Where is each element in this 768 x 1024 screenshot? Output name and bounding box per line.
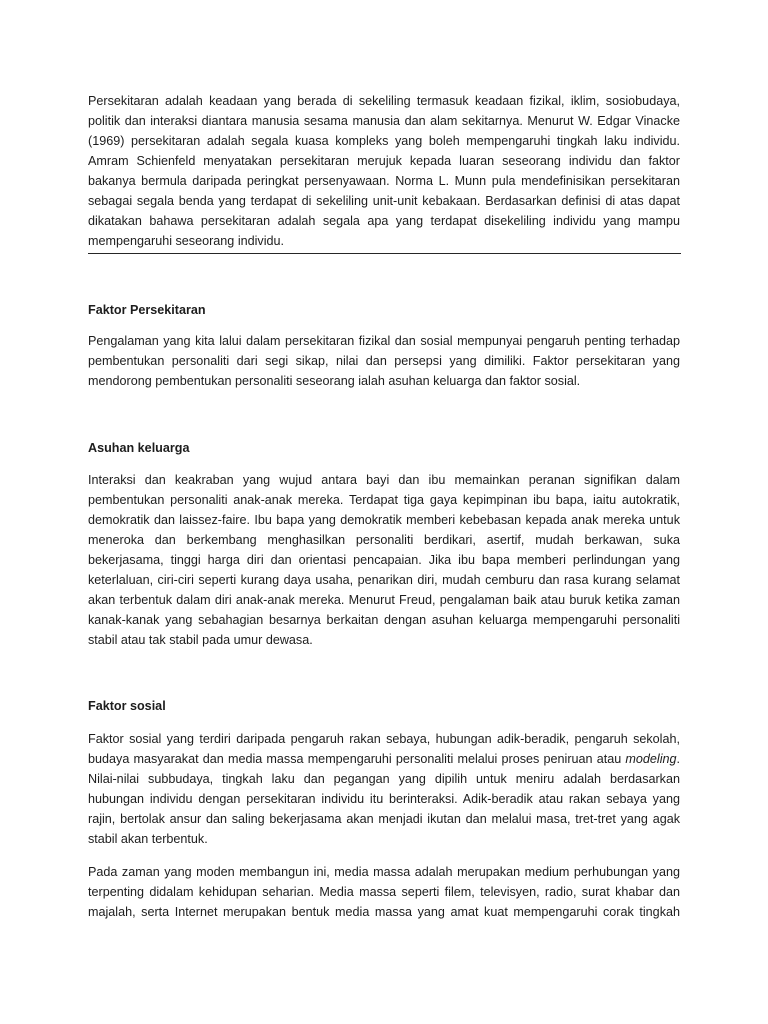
- italic-term: modeling: [625, 752, 677, 766]
- intro-paragraph: [88, 91, 680, 251]
- paragraph-line: Interaksi dan keakraban yang wujud antara bayi dan ibu memainkan peranan signifikan dalam: [88, 473, 680, 487]
- paragraph-line: majalah, serta Internet merupakan bentuk media massa yang amat kuat mempengaruhi corak tingkah: [88, 905, 680, 919]
- paragraph-line: bekerjasama, tinggi harga diri dan orientasi pencapaian. Jika ibu bapa memberi perlindungan yang: [88, 553, 680, 567]
- paragraph-line: meneroka dan berkembang menghasilkan personaliti berdikari, asertif, mudah berkawan, suka: [88, 533, 680, 547]
- paragraph-line: rajin, bertolak ansur dan saling bekerjasama akan menjadi ikutan dan melalui masa, tret-tret yang agak: [88, 812, 680, 826]
- paragraph-line: terpenting didalam kehidupan seharian. Media massa seperti filem, televisyen, radio, surat khabar dan: [88, 885, 680, 899]
- line-punctuation: .: [676, 752, 681, 766]
- paragraph-line: (1969) persekitaran adalah segala kuasa kompleks yang boleh mempengaruhi tingkah laku individu.: [88, 134, 680, 148]
- paragraph-line: dikatakan bahawa persekitaran adalah segala apa yang terdapat disekeliling individu yang mampu: [88, 214, 680, 228]
- paragraph-line: [88, 749, 680, 769]
- paragraph-line: bakanya bermula daripada peringkat persenyawaan. Norma L. Munn pula mendefinisikan persekitaran: [88, 174, 680, 188]
- paragraph-line: hubungan individu dengan persekitaran individu itu berinteraksi. Adik-beradik atau rakan sebaya yang: [88, 792, 680, 806]
- paragraph-line: Persekitaran adalah keadaan yang berada di sekeliling termasuk keadaan fizikal, iklim, sosiobudaya,: [88, 94, 680, 108]
- line-text: budaya masyarakat dan media massa mempengaruhi personaliti melalui proses peniruan atau: [88, 752, 622, 766]
- section-heading-faktor-sosial: Faktor sosial: [88, 699, 166, 713]
- paragraph-line: kanak-kanak yang sebahagian besarnya berkaitan dengan asuhan keluarga mempengaruhi personaliti: [88, 613, 680, 627]
- paragraph-line: pembentukan personaliti dari segi sikap, nilai dan persepsi yang dimiliki. Faktor persekitaran yang: [88, 354, 680, 368]
- faktor-persekitaran-paragraph: [88, 331, 680, 391]
- paragraph-line: politik dan interaksi diantara manusia sesama manusia dan alam sekitarnya. Menurut W. Edgar Vinacke: [88, 114, 680, 128]
- section-heading-asuhan-keluarga: Asuhan keluarga: [88, 441, 190, 455]
- paragraph-line: mempengaruhi seseorang individu.: [88, 234, 285, 248]
- paragraph-line: Faktor sosial yang terdiri daripada pengaruh rakan sebaya, hubungan adik-beradik, pengaruh sekolah,: [88, 732, 680, 746]
- paragraph-line: keterlaluan, ciri-ciri seperti kurang daya usaha, penarikan diri, mudah cemburu dan rasa kurang selamat: [88, 573, 680, 587]
- paragraph-line: Pengalaman yang kita lalui dalam persekitaran fizikal dan sosial mempunyai pengaruh penting terhadap: [88, 334, 680, 348]
- paragraph-line: demokratik dan laissez-faire. Ibu bapa yang demokratik memberi kebebasan kepada anak mereka untuk: [88, 513, 680, 527]
- paragraph-line: stabil atau tak stabil pada umur dewasa.: [88, 633, 313, 647]
- asuhan-keluarga-paragraph: [88, 470, 680, 650]
- faktor-sosial-paragraph-2: [88, 862, 680, 922]
- paragraph-line: Pada zaman yang moden membangun ini, media massa adalah merupakan medium perhubungan yang: [88, 865, 680, 879]
- horizontal-rule: [88, 253, 681, 254]
- paragraph-line: pembentukan personaliti anak-anak mereka. Terdapat tiga gaya kepimpinan ibu bapa, iaitu autokratik,: [88, 493, 680, 507]
- paragraph-line: Amram Schienfeld menyatakan persekitaran merujuk kepada luaran seseorang individu dan faktor: [88, 154, 680, 168]
- faktor-sosial-paragraph-1: [88, 729, 680, 849]
- paragraph-line: akan terbentuk dalam diri anak-anak mereka. Menurut Freud, pengalaman baik atau buruk ketika zaman: [88, 593, 680, 607]
- paragraph-line: sebagai segala benda yang terdapat di sekeliling unit-unit kebakaan. Berdasarkan definisi di atas dapat: [88, 194, 680, 208]
- paragraph-line: Nilai-nilai subbudaya, tingkah laku dan pegangan yang dipilih untuk meniru adalah berdasarkan: [88, 772, 680, 786]
- paragraph-line: stabil akan terbentuk.: [88, 832, 208, 846]
- section-heading-faktor-persekitaran: Faktor Persekitaran: [88, 303, 206, 317]
- paragraph-line: mendorong pembentukan personaliti seseorang ialah asuhan keluarga dan faktor sosial.: [88, 374, 581, 388]
